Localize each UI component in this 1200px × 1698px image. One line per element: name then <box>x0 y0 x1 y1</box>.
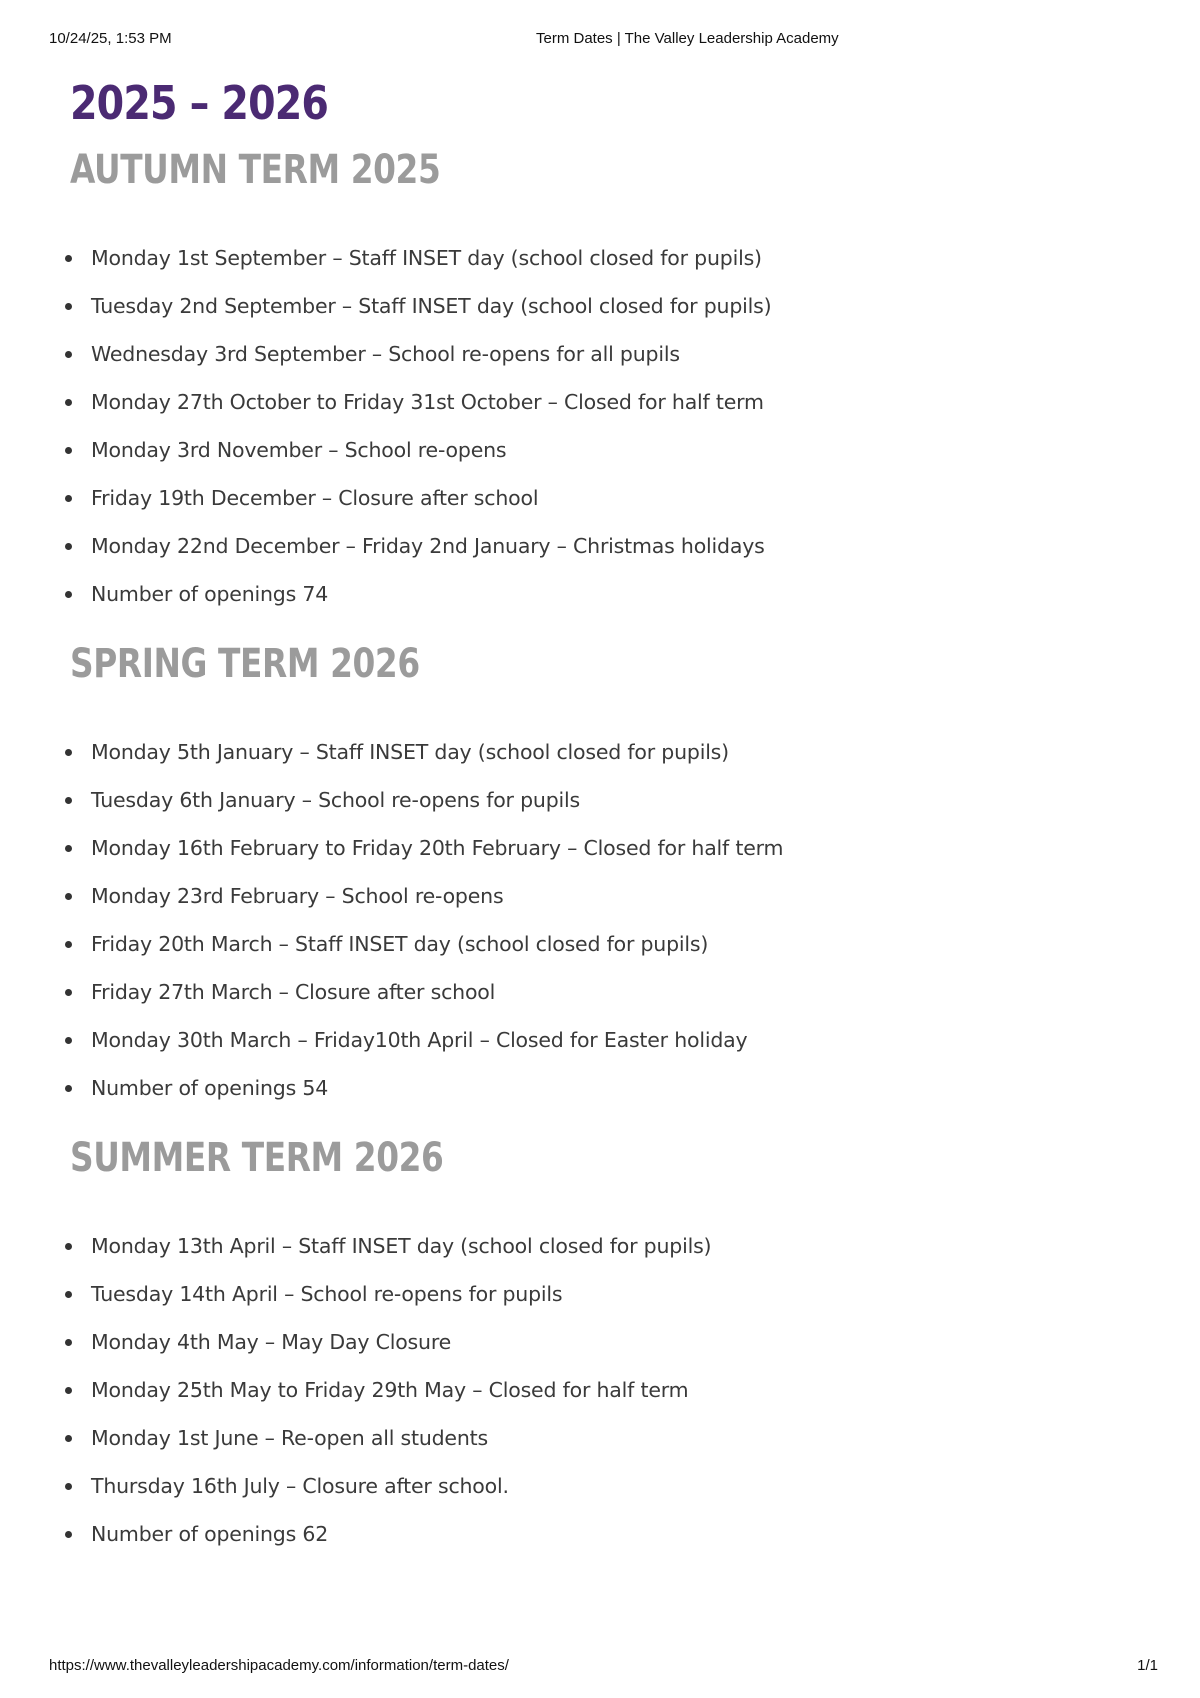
list-item: Tuesday 2nd September – Staff INSET day (school closed for pupils) <box>70 282 1130 330</box>
list-item: Monday 23rd February – School re-opens <box>70 872 1130 920</box>
list-item: Thursday 16th July – Closure after school. <box>70 1462 1130 1510</box>
print-header <box>49 30 1151 52</box>
list-item: Monday 1st June – Re-open all students <box>70 1414 1130 1462</box>
list-item: Monday 4th May – May Day Closure <box>70 1318 1130 1366</box>
list-item: Tuesday 6th January – School re-opens for pupils <box>70 776 1130 824</box>
print-page-title: Term Dates | The Valley Leadership Academy <box>536 30 839 47</box>
main-content <box>70 70 1130 1558</box>
list-item: Number of openings 54 <box>70 1064 1130 1112</box>
list-item: Number of openings 62 <box>70 1510 1130 1558</box>
list-item: Friday 27th March – Closure after school <box>70 968 1130 1016</box>
term-heading-autumn: AUTUMN TERM 2025 <box>70 147 441 193</box>
term-list-summer <box>70 1222 1130 1558</box>
list-item: Wednesday 3rd September – School re-opens for all pupils <box>70 330 1130 378</box>
term-heading-spring: SPRING TERM 2026 <box>70 641 420 687</box>
term-list-spring <box>70 728 1130 1112</box>
term-heading-summer: SUMMER TERM 2026 <box>70 1135 444 1181</box>
list-item: Friday 19th December – Closure after school <box>70 474 1130 522</box>
term-list-autumn <box>70 234 1130 618</box>
list-item: Monday 3rd November – School re-opens <box>70 426 1130 474</box>
list-item: Tuesday 14th April – School re-opens for pupils <box>70 1270 1130 1318</box>
list-item: Monday 13th April – Staff INSET day (school closed for pupils) <box>70 1222 1130 1270</box>
print-footer <box>49 1657 1158 1698</box>
list-item: Friday 20th March – Staff INSET day (school closed for pupils) <box>70 920 1130 968</box>
list-item: Monday 27th October to Friday 31st October – Closed for half term <box>70 378 1130 426</box>
list-item: Monday 1st September – Staff INSET day (school closed for pupils) <box>70 234 1130 282</box>
list-item: Monday 22nd December – Friday 2nd January – Christmas holidays <box>70 522 1130 570</box>
list-item: Monday 25th May to Friday 29th May – Closed for half term <box>70 1366 1130 1414</box>
print-datetime: 10/24/25, 1:53 PM <box>49 30 172 47</box>
page-number: 1/1 <box>1137 1657 1158 1674</box>
year-title: 2025 – 2026 <box>70 76 329 130</box>
list-item: Number of openings 74 <box>70 570 1130 618</box>
list-item: Monday 30th March – Friday10th April – Closed for Easter holiday <box>70 1016 1130 1064</box>
list-item: Monday 5th January – Staff INSET day (school closed for pupils) <box>70 728 1130 776</box>
list-item: Monday 16th February to Friday 20th February – Closed for half term <box>70 824 1130 872</box>
page-url: https://www.thevalleyleadershipacademy.com/information/term-dates/ <box>49 1657 509 1674</box>
